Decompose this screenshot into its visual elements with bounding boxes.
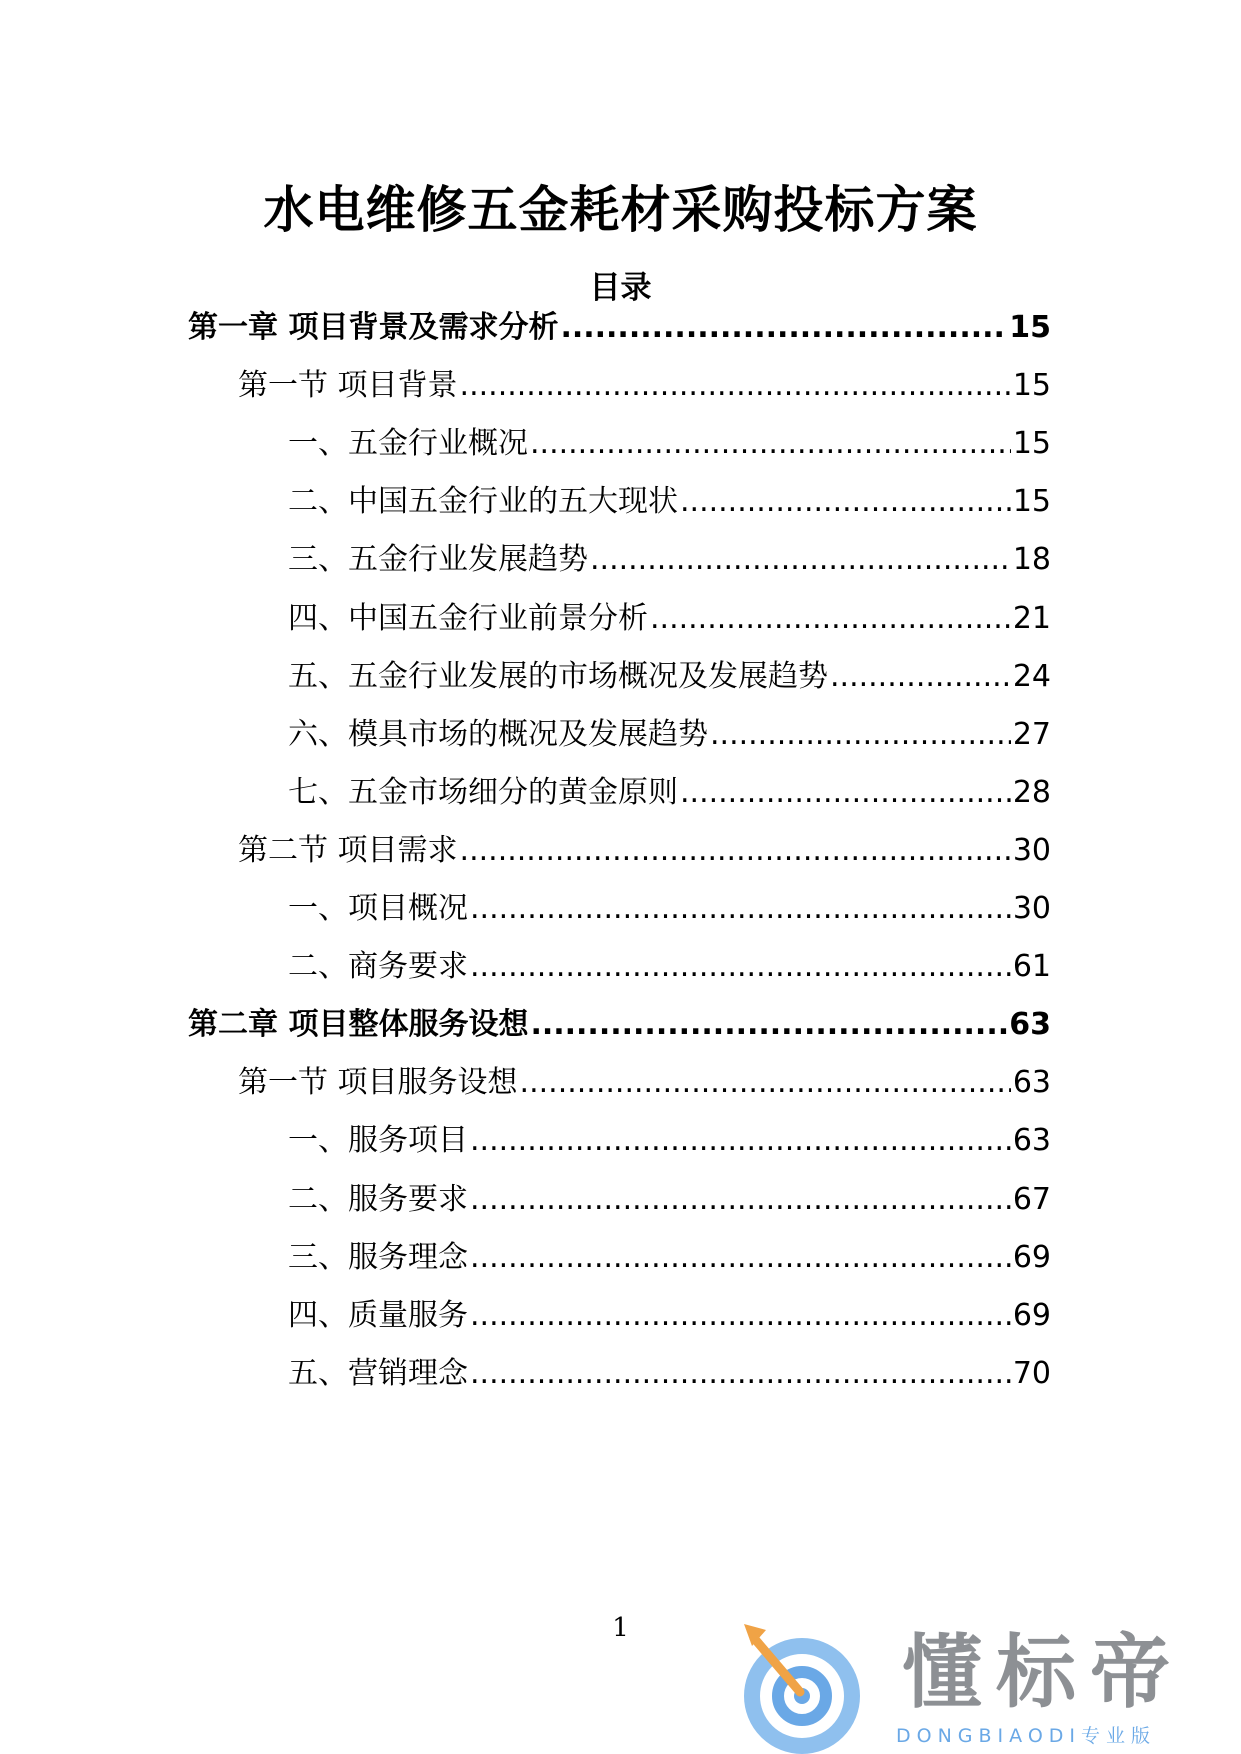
toc-leader-dots bbox=[470, 1238, 1011, 1278]
toc-entry[interactable] bbox=[188, 997, 1051, 1045]
toc-entry-page: 30 bbox=[1012, 832, 1051, 868]
toc-entry-page: 15 bbox=[1012, 368, 1051, 404]
toc-entry-page: 70 bbox=[1012, 1355, 1051, 1391]
toc-entry[interactable] bbox=[288, 707, 1051, 755]
toc-entry-label: 二、中国五金行业的五大现状 bbox=[288, 484, 678, 520]
toc-entry-page: 21 bbox=[1012, 600, 1051, 636]
toc-entry-page: 18 bbox=[1012, 542, 1051, 578]
toc-leader-dots bbox=[470, 1121, 1011, 1161]
toc-leader-dots bbox=[710, 715, 1011, 755]
toc-entry-page: 24 bbox=[1012, 658, 1051, 694]
toc-entry[interactable] bbox=[288, 765, 1051, 813]
toc-entry[interactable] bbox=[288, 1172, 1051, 1220]
toc-leader-dots bbox=[680, 482, 1011, 522]
toc-entry-page: 63 bbox=[1012, 1123, 1051, 1159]
watermark bbox=[740, 1620, 1220, 1750]
toc-entry-page: 15 bbox=[1012, 484, 1051, 520]
page-number: 1 bbox=[612, 1613, 629, 1643]
toc-entry[interactable] bbox=[288, 416, 1051, 464]
toc-entry[interactable] bbox=[288, 474, 1051, 522]
toc-leader-dots bbox=[470, 1296, 1011, 1336]
toc-entry[interactable] bbox=[288, 881, 1051, 929]
toc-entry[interactable] bbox=[288, 1230, 1051, 1278]
toc-entry-label: 三、五金行业发展趋势 bbox=[288, 542, 588, 578]
toc-leader-dots bbox=[530, 424, 1011, 464]
toc-entry[interactable] bbox=[288, 532, 1051, 580]
toc-leader-dots bbox=[520, 1063, 1011, 1103]
target-arrow-icon bbox=[740, 1620, 870, 1754]
toc-entry-label: 第一节 项目服务设想 bbox=[238, 1065, 518, 1101]
toc-entry-page: 61 bbox=[1012, 949, 1051, 985]
toc-entry[interactable] bbox=[288, 649, 1051, 697]
toc-leader-dots bbox=[470, 1354, 1011, 1394]
toc-leader-dots bbox=[470, 947, 1011, 987]
toc-entry-label: 五、营销理念 bbox=[288, 1355, 468, 1391]
toc-heading: 目录 bbox=[589, 270, 652, 306]
toc-entry-page: 28 bbox=[1012, 774, 1051, 810]
toc-leader-dots bbox=[460, 366, 1011, 406]
toc-entry-label: 第一章 项目背景及需求分析 bbox=[188, 310, 559, 345]
toc-entry-label: 四、中国五金行业前景分析 bbox=[288, 600, 648, 636]
toc-entry-page: 63 bbox=[1012, 1065, 1051, 1101]
toc-entry-label: 四、质量服务 bbox=[288, 1297, 468, 1333]
toc-entry-label: 一、五金行业概况 bbox=[288, 426, 528, 462]
toc-entry-label: 三、服务理念 bbox=[288, 1239, 468, 1275]
toc-entry[interactable] bbox=[288, 1288, 1051, 1336]
toc-leader-dots bbox=[680, 773, 1011, 813]
toc-entry[interactable] bbox=[288, 1113, 1051, 1161]
toc-entry[interactable] bbox=[238, 1055, 1051, 1103]
toc-entry-page: 15 bbox=[1012, 426, 1051, 462]
toc-entry-label: 五、五金行业发展的市场概况及发展趋势 bbox=[288, 658, 828, 694]
toc-leader-dots bbox=[530, 1005, 1007, 1045]
toc-entry-page: 69 bbox=[1012, 1297, 1051, 1333]
toc-entry-label: 第二章 项目整体服务设想 bbox=[188, 1007, 529, 1043]
toc-entry[interactable] bbox=[288, 1346, 1051, 1394]
toc-entry[interactable] bbox=[288, 939, 1051, 987]
toc-leader-dots bbox=[830, 657, 1011, 697]
toc-leader-dots bbox=[560, 308, 1007, 348]
toc-entry-page: 69 bbox=[1012, 1239, 1051, 1275]
toc-entry-page: 27 bbox=[1012, 716, 1051, 752]
toc-entry[interactable] bbox=[238, 358, 1051, 406]
toc-leader-dots bbox=[460, 831, 1011, 871]
toc-entry-page: 67 bbox=[1012, 1181, 1051, 1217]
toc-entry[interactable] bbox=[238, 823, 1051, 871]
document-title: 水电维修五金耗材采购投标方案 bbox=[263, 181, 978, 239]
toc-entry-label: 二、商务要求 bbox=[288, 949, 468, 985]
toc-entry-label: 六、模具市场的概况及发展趋势 bbox=[288, 716, 708, 752]
toc-leader-dots bbox=[470, 1180, 1011, 1220]
toc-entry-label: 二、服务要求 bbox=[288, 1181, 468, 1217]
toc-entry-page: 63 bbox=[1009, 1007, 1051, 1043]
toc-entry-label: 七、五金市场细分的黄金原则 bbox=[288, 774, 678, 810]
toc-leader-dots bbox=[590, 540, 1011, 580]
toc-entry[interactable] bbox=[288, 591, 1051, 639]
toc-entry-label: 第二节 项目需求 bbox=[238, 832, 458, 868]
toc-entry-label: 一、服务项目 bbox=[288, 1123, 468, 1159]
toc-entry-page: 15 bbox=[1009, 310, 1051, 345]
toc-entry[interactable] bbox=[188, 300, 1051, 348]
watermark-subtitle: DONGBIAODI专业版 bbox=[896, 1725, 1157, 1747]
toc-leader-dots bbox=[470, 889, 1011, 929]
toc-entry-page: 30 bbox=[1012, 891, 1051, 926]
toc-entry-label: 一、项目概况 bbox=[288, 891, 468, 926]
toc-entry-label: 第一节 项目背景 bbox=[238, 368, 458, 404]
toc-leader-dots bbox=[650, 599, 1011, 639]
watermark-brand: 懂标帝 bbox=[902, 1626, 1184, 1719]
